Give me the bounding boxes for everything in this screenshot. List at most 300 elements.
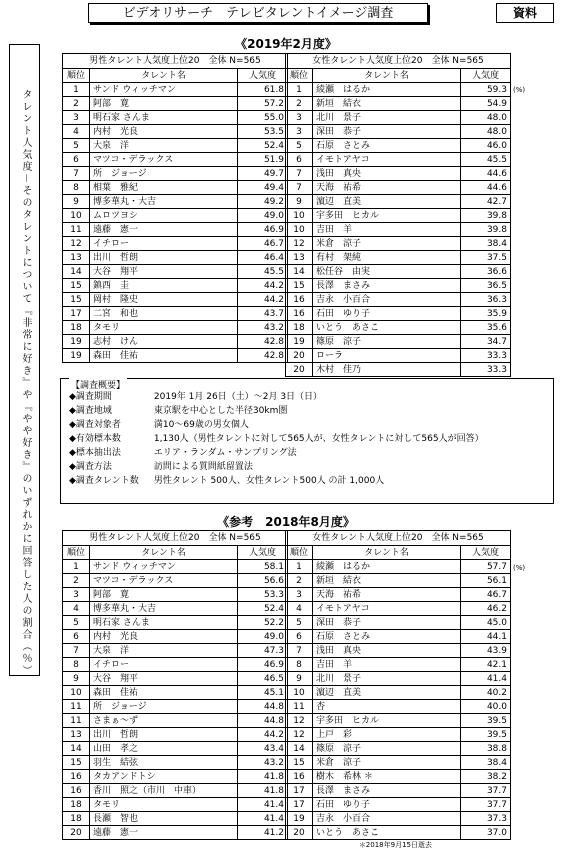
rank-cell: 18 — [63, 798, 90, 812]
name-cell: 志村 けん — [90, 335, 238, 349]
survey-item-value: 2019年 1月 26日（土）～2月 3日（日） — [153, 392, 323, 402]
name-cell: 浅田 真央 — [313, 167, 461, 181]
score-cell: 45.5 — [461, 153, 511, 167]
score-cell: 46.7 — [238, 237, 288, 251]
score-cell: 48.0 — [461, 125, 511, 139]
name-cell: タカアンドトシ — [90, 770, 238, 784]
name-cell: 長瀬 智也 — [90, 812, 238, 826]
column-header-score: 人気度 — [238, 69, 288, 83]
column-header-rank: 順位 — [63, 69, 90, 83]
rank-cell: 10 — [63, 209, 90, 223]
rank-cell: 13 — [286, 251, 313, 265]
rank-cell: 5 — [286, 139, 313, 153]
score-cell: 43.2 — [238, 321, 288, 335]
name-cell: 大谷 翔平 — [90, 672, 238, 686]
rank-cell: 11 — [63, 700, 90, 714]
score-cell: 41.8 — [238, 770, 288, 784]
name-cell: 吉永 小百合 — [313, 812, 461, 826]
score-cell: 46.0 — [461, 139, 511, 153]
score-cell: 38.4 — [461, 237, 511, 251]
survey-item-value: 満10～69歳の男女個人 — [153, 420, 249, 430]
name-cell: マツコ・デラックス — [90, 574, 238, 588]
score-cell: 51.9 — [238, 153, 288, 167]
name-cell: いとう あさこ — [313, 321, 461, 335]
rank-cell: 19 — [286, 335, 313, 349]
rank-cell: 12 — [286, 714, 313, 728]
table-row — [63, 644, 288, 658]
rank-cell: 18 — [63, 812, 90, 826]
name-cell: 所 ジョージ — [90, 700, 238, 714]
score-cell: 40.2 — [461, 686, 511, 700]
name-cell: 天海 祐希 — [313, 181, 461, 195]
score-cell: 56.1 — [461, 574, 511, 588]
rank-cell: 19 — [63, 335, 90, 349]
rank-cell: 2 — [63, 97, 90, 111]
table-row — [63, 560, 288, 574]
table-row — [286, 728, 511, 742]
rank-cell: 5 — [286, 616, 313, 630]
rank-cell: 17 — [286, 784, 313, 798]
table-row — [286, 321, 511, 335]
rank-cell: 15 — [286, 279, 313, 293]
name-cell: 天海 祐希 — [313, 588, 461, 602]
table-caption: 男性タレント人気度上位20 全体 N=565 — [63, 54, 288, 69]
table-row — [286, 812, 511, 826]
footnote: ＊2018年9月15日逝去 — [358, 841, 432, 849]
table-row — [286, 826, 511, 840]
rank-cell: 16 — [286, 770, 313, 784]
name-cell: 篠原 涼子 — [313, 335, 461, 349]
side-note-box — [9, 44, 40, 676]
name-cell: 浅田 真央 — [313, 644, 461, 658]
rank-cell: 16 — [286, 307, 313, 321]
name-cell: ローラ — [313, 349, 461, 363]
rank-cell: 6 — [286, 630, 313, 644]
survey-item — [69, 419, 249, 431]
rank-cell: 12 — [63, 237, 90, 251]
score-cell: 53.3 — [238, 588, 288, 602]
survey-item — [69, 447, 297, 459]
name-cell: 博多華丸・大吉 — [90, 602, 238, 616]
table-row — [63, 307, 288, 321]
table-row — [63, 686, 288, 700]
table-row — [63, 349, 288, 363]
score-cell: 41.8 — [238, 784, 288, 798]
name-cell: 宇多田 ヒカル — [313, 714, 461, 728]
score-cell: 35.9 — [461, 307, 511, 321]
table-row — [286, 686, 511, 700]
male-ranking-table-2019 — [62, 53, 288, 363]
table-row — [286, 349, 511, 363]
survey-item-key: 調査タレント数 — [75, 476, 139, 486]
rank-cell: 16 — [63, 770, 90, 784]
score-cell: 46.2 — [461, 602, 511, 616]
name-cell: 香川 照之（市川 中車） — [90, 784, 238, 798]
survey-item-key: 調査方法 — [75, 462, 112, 472]
name-cell: 松任谷 由実 — [313, 265, 461, 279]
score-cell: 34.7 — [461, 335, 511, 349]
table-row — [63, 700, 288, 714]
rank-cell: 10 — [286, 223, 313, 237]
name-cell: 石田 ゆり子 — [313, 307, 461, 321]
survey-overview-label: 【調査概要】 — [69, 378, 127, 391]
name-cell: 米倉 涼子 — [313, 237, 461, 251]
table-row — [63, 784, 288, 798]
table-row — [63, 251, 288, 265]
name-cell: 吉田 羊 — [313, 658, 461, 672]
score-cell: 55.0 — [238, 111, 288, 125]
rank-cell: 7 — [286, 167, 313, 181]
rank-cell: 20 — [286, 826, 313, 840]
table-caption: 女性タレント人気度上位20 全体 N=565 — [286, 531, 511, 546]
table-row — [286, 279, 511, 293]
score-cell: 39.8 — [461, 209, 511, 223]
name-cell: 樹木 希林 ＊ — [313, 770, 461, 784]
name-cell: 出川 哲朗 — [90, 728, 238, 742]
name-cell: 綾瀬 はるか — [313, 560, 461, 574]
score-cell: 37.7 — [461, 798, 511, 812]
rank-cell: 15 — [63, 293, 90, 307]
table-row — [63, 616, 288, 630]
score-cell: 49.4 — [238, 181, 288, 195]
survey-item — [69, 461, 253, 473]
name-cell: 明石家 さんま — [90, 111, 238, 125]
rank-cell: 19 — [63, 349, 90, 363]
name-cell: 阿部 寛 — [90, 588, 238, 602]
name-cell: 米倉 涼子 — [313, 756, 461, 770]
score-cell: 41.4 — [238, 798, 288, 812]
score-cell: 38.4 — [461, 756, 511, 770]
table-row — [63, 335, 288, 349]
table-row — [286, 223, 511, 237]
document-title: ビデオリサーチ テレビタレントイメージ調査 — [88, 3, 428, 23]
name-cell: 相葉 雅紀 — [90, 181, 238, 195]
section-heading-2019: 《2019年2月度》 — [235, 37, 337, 51]
score-cell: 44.8 — [238, 700, 288, 714]
score-cell: 36.3 — [461, 293, 511, 307]
name-cell: 宇多田 ヒカル — [313, 209, 461, 223]
table-row — [286, 139, 511, 153]
survey-item-key: 標本抽出法 — [75, 448, 121, 458]
table-row — [286, 798, 511, 812]
table-row — [286, 714, 511, 728]
rank-cell: 14 — [286, 742, 313, 756]
name-cell: 遠藤 憲一 — [90, 826, 238, 840]
name-cell: 北川 景子 — [313, 111, 461, 125]
table-caption: 男性タレント人気度上位20 全体 N=565 — [63, 531, 288, 546]
name-cell: タモリ — [90, 321, 238, 335]
rank-cell: 2 — [286, 97, 313, 111]
rank-cell: 1 — [286, 560, 313, 574]
name-cell: 深田 恭子 — [313, 616, 461, 630]
score-cell: 44.2 — [238, 728, 288, 742]
survey-item — [69, 433, 484, 445]
name-cell: タモリ — [90, 798, 238, 812]
rank-cell: 18 — [286, 321, 313, 335]
rank-cell: 12 — [286, 728, 313, 742]
column-header-rank: 順位 — [286, 546, 313, 560]
name-cell: さまぁ～ず — [90, 714, 238, 728]
name-cell: 石原 さとみ — [313, 139, 461, 153]
table-row — [286, 784, 511, 798]
table-row — [63, 293, 288, 307]
rank-cell: 20 — [286, 349, 313, 363]
score-cell: 36.5 — [461, 279, 511, 293]
table-row — [286, 293, 511, 307]
score-cell: 41.4 — [238, 812, 288, 826]
name-cell: 杏 — [313, 700, 461, 714]
score-cell: 44.8 — [238, 714, 288, 728]
score-cell: 44.2 — [238, 279, 288, 293]
name-cell: サンド ウィッチマン — [90, 560, 238, 574]
survey-item — [69, 391, 322, 403]
name-cell: 深田 恭子 — [313, 125, 461, 139]
table-row — [286, 700, 511, 714]
table-row — [63, 167, 288, 181]
rank-cell: 18 — [63, 321, 90, 335]
rank-cell: 19 — [286, 812, 313, 826]
score-cell: 49.0 — [238, 209, 288, 223]
rank-cell: 6 — [63, 630, 90, 644]
rank-cell: 1 — [63, 560, 90, 574]
table-row — [286, 742, 511, 756]
table-row — [63, 125, 288, 139]
score-cell: 39.8 — [461, 223, 511, 237]
score-cell: 44.6 — [461, 181, 511, 195]
table-row — [63, 153, 288, 167]
rank-cell: 7 — [63, 167, 90, 181]
rank-cell: 7 — [286, 644, 313, 658]
rank-cell: 10 — [286, 686, 313, 700]
rank-cell: 4 — [286, 602, 313, 616]
name-cell: 上戸 彩 — [313, 728, 461, 742]
name-cell: 森田 佳祐 — [90, 686, 238, 700]
score-cell: 52.2 — [238, 616, 288, 630]
table-row — [286, 363, 511, 377]
name-cell: 吉永 小百合 — [313, 293, 461, 307]
table-row — [286, 588, 511, 602]
table-row — [286, 602, 511, 616]
table-row — [286, 181, 511, 195]
rank-cell: 14 — [63, 265, 90, 279]
name-cell: 濵辺 直美 — [313, 195, 461, 209]
table-row — [63, 742, 288, 756]
score-cell: 46.4 — [238, 251, 288, 265]
rank-cell: 1 — [63, 83, 90, 97]
name-cell: 羽生 結弦 — [90, 756, 238, 770]
name-cell: イチロー — [90, 237, 238, 251]
name-cell: 有村 架純 — [313, 251, 461, 265]
rank-cell: 11 — [286, 700, 313, 714]
score-cell: 37.0 — [461, 826, 511, 840]
name-cell: 石原 さとみ — [313, 630, 461, 644]
table-row — [63, 658, 288, 672]
table-row — [63, 672, 288, 686]
rank-cell: 14 — [63, 742, 90, 756]
bullet-icon: ◆ — [69, 434, 76, 444]
score-cell: 61.8 — [238, 83, 288, 97]
table-row — [63, 279, 288, 293]
name-cell: 山田 孝之 — [90, 742, 238, 756]
score-cell: 46.7 — [461, 588, 511, 602]
score-cell: 36.6 — [461, 265, 511, 279]
column-header-name: タレント名 — [313, 69, 461, 83]
name-cell: イモトアヤコ — [313, 153, 461, 167]
rank-cell: 9 — [63, 672, 90, 686]
table-row — [286, 616, 511, 630]
survey-item-key: 調査地域 — [75, 406, 112, 416]
survey-item-value: 1,130人（男性タレントに対して565人が、女性タレントに対して565人が回答） — [153, 434, 484, 444]
table-row — [63, 321, 288, 335]
score-cell: 41.4 — [461, 672, 511, 686]
score-cell: 46.5 — [238, 672, 288, 686]
name-cell: 岡村 隆史 — [90, 293, 238, 307]
table-row — [63, 826, 288, 840]
score-cell: 42.1 — [461, 658, 511, 672]
survey-item-value: エリア・ランダム・サンプリング法 — [153, 448, 297, 458]
table-row — [286, 672, 511, 686]
column-header-name: タレント名 — [90, 69, 238, 83]
name-cell: サンド ウィッチマン — [90, 83, 238, 97]
score-cell: 38.8 — [461, 742, 511, 756]
rank-cell: 9 — [63, 195, 90, 209]
table-row — [63, 97, 288, 111]
score-cell: 43.4 — [238, 742, 288, 756]
score-cell: 35.6 — [461, 321, 511, 335]
score-cell: 39.5 — [461, 714, 511, 728]
column-header-name: タレント名 — [90, 546, 238, 560]
score-cell: 45.5 — [238, 265, 288, 279]
table-row — [286, 756, 511, 770]
percent-mark: (%) — [513, 86, 526, 94]
column-header-name: タレント名 — [313, 546, 461, 560]
table-row — [286, 195, 511, 209]
bullet-icon: ◆ — [69, 392, 76, 402]
table-row — [63, 812, 288, 826]
side-note-text: タレント人気度－そのタレントについて『非常に好き』や『やや好き』のいずれかに回答した人の割合（％） — [20, 89, 31, 677]
table-row — [63, 756, 288, 770]
rank-cell: 8 — [63, 181, 90, 195]
column-header-score: 人気度 — [461, 546, 511, 560]
survey-item-key: 調査対象者 — [75, 420, 121, 430]
rank-cell: 2 — [63, 574, 90, 588]
name-cell: 大谷 翔平 — [90, 265, 238, 279]
name-cell: 長澤 まさみ — [313, 784, 461, 798]
name-cell: 明石家 さんま — [90, 616, 238, 630]
score-cell: 49.2 — [238, 195, 288, 209]
column-header-score: 人気度 — [238, 546, 288, 560]
table-row — [63, 728, 288, 742]
rank-cell: 11 — [63, 714, 90, 728]
name-cell: 出川 哲朗 — [90, 251, 238, 265]
score-cell: 44.1 — [461, 630, 511, 644]
score-cell: 58.1 — [238, 560, 288, 574]
survey-item-value: 東京駅を中心とした半径30km圏 — [153, 406, 288, 416]
score-cell: 52.4 — [238, 602, 288, 616]
table-row — [63, 588, 288, 602]
survey-item-value: 男性タレント 500人、女性タレント500人 の計 1,000人 — [153, 476, 385, 486]
score-cell: 42.8 — [238, 335, 288, 349]
table-row — [286, 237, 511, 251]
name-cell: 内村 光良 — [90, 125, 238, 139]
name-cell: 森田 佳祐 — [90, 349, 238, 363]
name-cell: 長澤 まさみ — [313, 279, 461, 293]
rank-cell: 3 — [63, 111, 90, 125]
column-header-score: 人気度 — [461, 69, 511, 83]
score-cell: 48.0 — [461, 111, 511, 125]
rank-cell: 13 — [63, 251, 90, 265]
table-row — [63, 83, 288, 97]
rank-cell: 20 — [63, 826, 90, 840]
female-ranking-table-2018 — [285, 530, 511, 840]
percent-mark: (%) — [513, 564, 526, 572]
table-row — [63, 574, 288, 588]
name-cell: 二宮 和也 — [90, 307, 238, 321]
name-cell: 大泉 洋 — [90, 139, 238, 153]
rank-cell: 2 — [286, 574, 313, 588]
score-cell: 40.0 — [461, 700, 511, 714]
rank-cell: 12 — [286, 237, 313, 251]
rank-cell: 15 — [63, 279, 90, 293]
table-row — [286, 251, 511, 265]
table-row — [286, 111, 511, 125]
rank-cell: 4 — [63, 125, 90, 139]
table-row — [286, 97, 511, 111]
rank-cell: 3 — [63, 588, 90, 602]
bullet-icon: ◆ — [69, 406, 76, 416]
score-cell: 56.6 — [238, 574, 288, 588]
table-row — [63, 630, 288, 644]
table-row — [286, 125, 511, 139]
table-row — [286, 153, 511, 167]
female-ranking-table-2019 — [285, 53, 511, 377]
name-cell: 新垣 結衣 — [313, 574, 461, 588]
score-cell: 43.7 — [238, 307, 288, 321]
table-row — [286, 574, 511, 588]
rank-cell: 20 — [286, 363, 313, 377]
table-row — [286, 644, 511, 658]
score-cell: 47.3 — [238, 644, 288, 658]
name-cell: 所 ジョージ — [90, 167, 238, 181]
rank-cell: 7 — [286, 181, 313, 195]
table-row — [63, 265, 288, 279]
table-row — [63, 139, 288, 153]
name-cell: イチロー — [90, 658, 238, 672]
rank-cell: 6 — [286, 153, 313, 167]
name-cell: 木村 佳乃 — [313, 363, 461, 377]
rank-cell: 8 — [63, 658, 90, 672]
table-row — [63, 223, 288, 237]
bullet-icon: ◆ — [69, 420, 76, 430]
name-cell: 博多華丸・大吉 — [90, 195, 238, 209]
table-row — [286, 83, 511, 97]
table-row — [63, 714, 288, 728]
rank-cell: 8 — [286, 658, 313, 672]
name-cell: 石田 ゆり子 — [313, 798, 461, 812]
table-row — [286, 335, 511, 349]
table-row — [286, 307, 511, 321]
score-cell: 42.8 — [238, 349, 288, 363]
table-row — [63, 798, 288, 812]
bullet-icon: ◆ — [69, 476, 76, 486]
rank-cell: 1 — [286, 83, 313, 97]
score-cell: 52.4 — [238, 139, 288, 153]
survey-overview-box — [60, 378, 554, 504]
score-cell: 42.7 — [461, 195, 511, 209]
score-cell: 43.2 — [238, 756, 288, 770]
name-cell: 濵辺 直美 — [313, 686, 461, 700]
column-header-rank: 順位 — [63, 546, 90, 560]
